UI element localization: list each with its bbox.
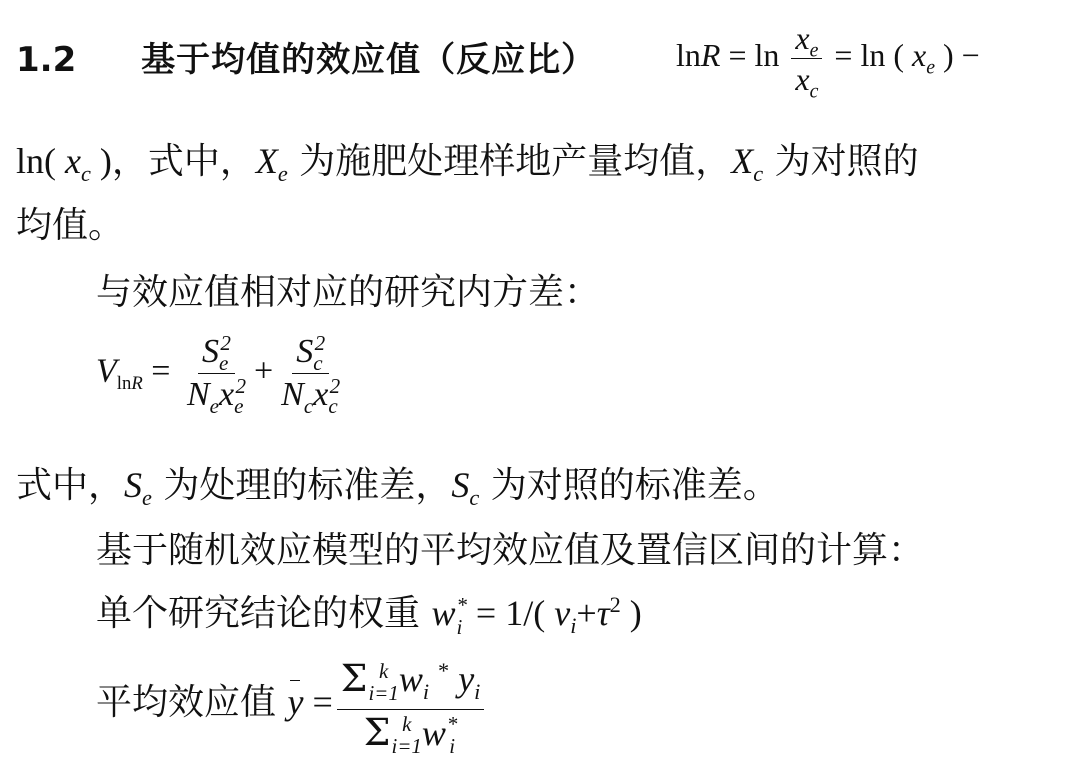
mean-effect-fraction: Σ k i=1 $w_i$ * $y_i$ Σ k i=1 w * i bbox=[337, 660, 485, 758]
section-title: 基于均值的效应值（反应比） bbox=[141, 40, 597, 80]
text-xc-desc: 为对照的 bbox=[763, 141, 919, 182]
text-random-effects-intro: 基于随机效应模型的平均效应值及置信区间的计算： bbox=[96, 530, 925, 571]
paragraph1-line2: ln( $x_c$ )，式中，$X_e$ 为施肥处理样地产量均值，$X_c$ 为对照的 bbox=[16, 141, 919, 187]
section-number: 1.2 bbox=[16, 40, 77, 80]
text-xe-desc: 为施肥处理样地产量均值， bbox=[287, 141, 732, 182]
mean-effect-formula: y = bbox=[287, 682, 333, 722]
section-heading-line bbox=[16, 42, 596, 78]
variance-intro-line bbox=[96, 272, 601, 313]
variance-note-line: 式中，$S_e$ 为处理的标准差，$S_c$ 为对照的标准差。 bbox=[16, 465, 779, 511]
ratio-fraction: $\frac{x_e}{x_c}$ bbox=[791, 22, 822, 95]
variance-fraction-control: $\frac{S_c^2}{N_cx_c^2}$ bbox=[281, 330, 341, 418]
text-se-desc: 为处理的标准差， bbox=[151, 465, 452, 506]
paragraph1-line3 bbox=[16, 205, 125, 246]
text-where: ，式中， bbox=[111, 141, 256, 182]
random-effects-intro-line bbox=[96, 530, 925, 571]
text-mean-label: 平均效应值 bbox=[96, 682, 288, 723]
text-variance-intro: 与效应值相对应的研究内方差： bbox=[96, 272, 601, 313]
text-sc-desc: 为对照的标准差。 bbox=[479, 465, 779, 506]
text-note-prefix: 式中， bbox=[16, 465, 125, 506]
weight-formula: w * i = 1/( $v_i+\tau^2$ ) bbox=[431, 592, 642, 639]
mean-effect-line bbox=[96, 656, 488, 759]
weight-line bbox=[96, 592, 642, 639]
text-mean-end: 均值。 bbox=[16, 205, 125, 246]
variance-fraction-treatment: $\frac{S_e^2}{N_ex_e^2}$ bbox=[186, 330, 246, 418]
variance-formula: $V_{lnR}$ = $\frac{S_e^2}{N_ex_e^2}$ + $\frac{S_c^2}{N_cx_c^2}$ bbox=[96, 335, 348, 412]
text-weight-label: 单个研究结论的权重 bbox=[96, 593, 432, 635]
lnR-formula: lnR = ln $\frac{x_e}{x_c}$ = ln ( $x_e$ ) − bbox=[676, 20, 980, 103]
